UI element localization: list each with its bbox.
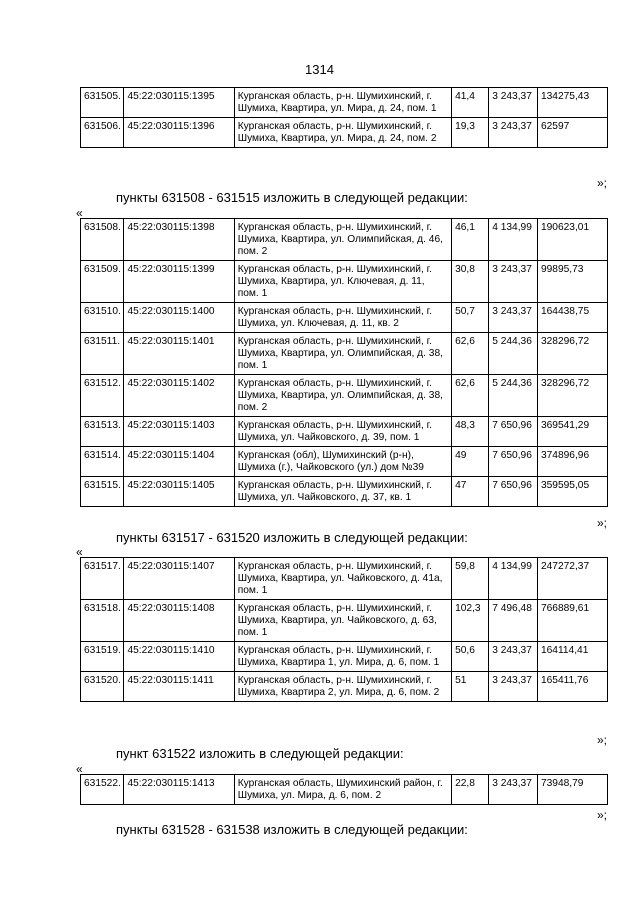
table-row [81,417,608,447]
table-row [81,88,608,118]
amendment-instruction: пункт 631522 изложить в следующей редакции: [116,746,404,761]
cell-cadastral-value: 247272,37 [537,558,607,600]
cell-cadastral-number: 45:22:030115:1395 [124,88,234,118]
cell-area: 46,1 [452,219,489,261]
cell-cadastral-value: 164438,75 [537,303,607,333]
cell-area: 59,8 [452,558,489,600]
opening-quote: « [76,545,83,559]
cell-item-number: 631519. [81,642,124,672]
registry-table [80,87,608,148]
cell-area: 30,8 [452,261,489,303]
cell-area: 48,3 [452,417,489,447]
cell-area: 62,6 [452,375,489,417]
cell-area: 22,8 [452,775,489,805]
cell-cadastral-value: 165411,76 [537,672,607,702]
cell-rate: 3 243,37 [489,303,538,333]
registry-table [80,557,608,702]
table-row [81,219,608,261]
cell-rate: 7 650,96 [489,417,538,447]
cell-rate: 3 243,37 [489,672,538,702]
cell-item-number: 631513. [81,417,124,447]
cell-cadastral-number: 45:22:030115:1399 [124,261,234,303]
cell-address: Курганская область, Шумихинский район, г. Шумиха, ул. Мира, д. 6, пом. 2 [234,775,451,805]
amendment-instruction: пункты 631528 - 631538 изложить в следующей редакции: [116,822,468,837]
cell-address: Курганская область, р-н. Шумихинский, г. Шумиха, ул. Чайковского, д. 37, кв. 1 [234,477,451,507]
cell-item-number: 631514. [81,447,124,477]
cell-item-number: 631505. [81,88,124,118]
cell-rate: 3 243,37 [489,261,538,303]
closing-quote: »; [597,808,608,822]
cell-item-number: 631506. [81,118,124,148]
cell-cadastral-number: 45:22:030115:1411 [124,672,234,702]
cell-cadastral-number: 45:22:030115:1404 [124,447,234,477]
closing-quote: »; [597,733,608,747]
closing-quote: »; [597,516,608,530]
table-row [81,672,608,702]
table-row [81,447,608,477]
cell-cadastral-number: 45:22:030115:1396 [124,118,234,148]
cell-item-number: 631510. [81,303,124,333]
cell-item-number: 631509. [81,261,124,303]
cell-cadastral-number: 45:22:030115:1401 [124,333,234,375]
table-row [81,118,608,148]
amendment-instruction: пункты 631508 - 631515 изложить в следующей редакции: [116,190,468,205]
cell-area: 50,6 [452,642,489,672]
cell-rate: 4 134,99 [489,558,538,600]
cell-area: 51 [452,672,489,702]
cell-cadastral-value: 328296,72 [537,333,607,375]
cell-rate: 3 243,37 [489,118,538,148]
cell-cadastral-value: 328296,72 [537,375,607,417]
cell-rate: 3 243,37 [489,775,538,805]
cell-address: Курганская область, р-н. Шумихинский, г. Шумиха, Квартира 2, ул. Мира, д. 6, пом. 2 [234,672,451,702]
cell-address: Курганская область, р-н. Шумихинский, г. Шумиха, Квартира, ул. Мира, д. 24, пом. 1 [234,88,451,118]
cell-rate: 7 650,96 [489,477,538,507]
cell-cadastral-value: 134275,43 [537,88,607,118]
cell-address: Курганская область, р-н. Шумихинский, г. Шумиха, Квартира, ул. Мира, д. 24, пом. 2 [234,118,451,148]
cell-item-number: 631517. [81,558,124,600]
cell-cadastral-value: 62597 [537,118,607,148]
table-row [81,642,608,672]
cell-rate: 5 244,36 [489,333,538,375]
table-row [81,600,608,642]
cell-address: Курганская область, р-н. Шумихинский, г. Шумиха, Квартира, ул. Олимпийская, д. 38, пом. 1 [234,333,451,375]
cell-cadastral-value: 359595,05 [537,477,607,507]
registry-table [80,774,608,805]
table-row [81,375,608,417]
cell-rate: 7 496,48 [489,600,538,642]
cell-area: 19,3 [452,118,489,148]
cell-address: Курганская область, р-н. Шумихинский, г. Шумиха, Квартира, ул. Олимпийская, д. 46, пом. 2 [234,219,451,261]
page-number: 1314 [305,62,334,77]
cell-cadastral-value: 190623,01 [537,219,607,261]
cell-rate: 5 244,36 [489,375,538,417]
cell-area: 50,7 [452,303,489,333]
cell-cadastral-number: 45:22:030115:1405 [124,477,234,507]
opening-quote: « [76,206,83,220]
cell-address: Курганская область, р-н. Шумихинский, г. Шумиха, ул. Ключевая, д. 11, кв. 2 [234,303,451,333]
table-row [81,477,608,507]
cell-address: Курганская область, р-н. Шумихинский, г. Шумиха, Квартира, ул. Чайковского, д. 41а, пом. 1 [234,558,451,600]
cell-cadastral-number: 45:22:030115:1407 [124,558,234,600]
cell-area: 62,6 [452,333,489,375]
cell-cadastral-number: 45:22:030115:1400 [124,303,234,333]
table-row [81,261,608,303]
cell-address: Курганская область, р-н. Шумихинский, г. Шумиха, Квартира, ул. Олимпийская, д. 38, пом. 2 [234,375,451,417]
cell-area: 49 [452,447,489,477]
cell-cadastral-number: 45:22:030115:1403 [124,417,234,447]
cell-item-number: 631511. [81,333,124,375]
cell-rate: 3 243,37 [489,88,538,118]
cell-rate: 3 243,37 [489,642,538,672]
cell-cadastral-value: 73948,79 [537,775,607,805]
cell-cadastral-value: 369541,29 [537,417,607,447]
cell-cadastral-number: 45:22:030115:1402 [124,375,234,417]
cell-cadastral-value: 374896,96 [537,447,607,477]
cell-address: Курганская область, р-н. Шумихинский, г. Шумиха, ул. Чайковского, д. 39, пом. 1 [234,417,451,447]
cell-area: 47 [452,477,489,507]
closing-quote: »; [597,176,608,190]
cell-address: Курганская (обл), Шумихинский (р-н), Шумиха (г.), Чайковского (ул.) дом №39 [234,447,451,477]
table-row [81,558,608,600]
table-row [81,333,608,375]
cell-rate: 4 134,99 [489,219,538,261]
cell-cadastral-value: 99895,73 [537,261,607,303]
cell-cadastral-value: 164114,41 [537,642,607,672]
cell-item-number: 631520. [81,672,124,702]
table-row [81,303,608,333]
cell-area: 41,4 [452,88,489,118]
cell-cadastral-number: 45:22:030115:1410 [124,642,234,672]
cell-address: Курганская область, р-н. Шумихинский, г. Шумиха, Квартира, ул. Ключевая, д. 11, пом. 1 [234,261,451,303]
table-row [81,775,608,805]
cell-rate: 7 650,96 [489,447,538,477]
cell-item-number: 631508. [81,219,124,261]
cell-address: Курганская область, р-н. Шумихинский, г. Шумиха, Квартира 1, ул. Мира, д. 6, пом. 1 [234,642,451,672]
cell-cadastral-value: 766889,61 [537,600,607,642]
cell-item-number: 631522. [81,775,124,805]
cell-item-number: 631512. [81,375,124,417]
cell-item-number: 631515. [81,477,124,507]
cell-cadastral-number: 45:22:030115:1408 [124,600,234,642]
cell-cadastral-number: 45:22:030115:1398 [124,219,234,261]
amendment-instruction: пункты 631517 - 631520 изложить в следующей редакции: [116,530,468,545]
cell-item-number: 631518. [81,600,124,642]
cell-area: 102,3 [452,600,489,642]
cell-address: Курганская область, р-н. Шумихинский, г. Шумиха, Квартира, ул. Чайковского, д. 63, пом. 1 [234,600,451,642]
opening-quote: « [76,762,83,776]
registry-table [80,218,608,507]
cell-cadastral-number: 45:22:030115:1413 [124,775,234,805]
